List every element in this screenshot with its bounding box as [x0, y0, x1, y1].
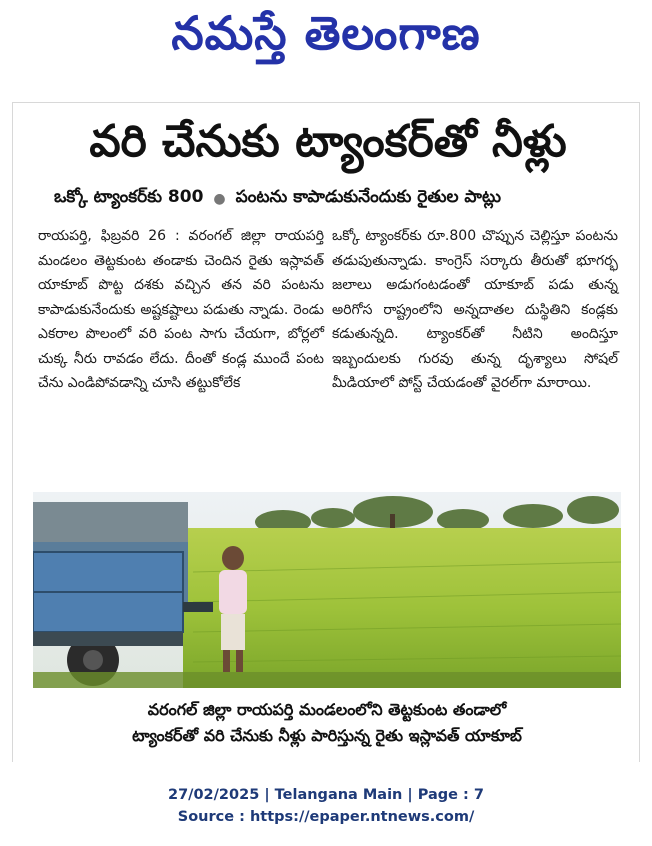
- article-photo: [33, 492, 621, 688]
- subhead-left: ఒక్కో ట్యాంకర్‌కు 800: [54, 187, 204, 207]
- footer-date-page: 27/02/2025 | Telangana Main | Page : 7: [167, 787, 484, 803]
- footer: [0, 784, 652, 828]
- headline: వరి చేనుకు ట్యాంకర్‌తో నీళ్లు: [89, 116, 567, 167]
- newspaper-logo: నమస్తే తెలంగాణ: [171, 6, 481, 60]
- caption-line-2: ట్యాంకర్‌తో వరి చేనుకు నీళ్లు పారిస్తున్న రైతు ఇస్లావత్ యాకూబ్: [132, 726, 522, 745]
- frame-right: [639, 102, 640, 762]
- frame-left: [12, 102, 13, 762]
- footer-source: Source : https://epaper.ntnews.com/: [177, 809, 475, 825]
- subheadline: [54, 186, 614, 212]
- masthead: [0, 0, 652, 78]
- headline-box: [32, 112, 624, 182]
- caption-line-1: వరంగల్ జిల్లా రాయపర్తి మండలంలోని తెట్టకుంట తండాలో: [147, 700, 507, 719]
- subhead-right: పంటను కాపాడుకునేందుకు రైతుల పాట్లు: [235, 187, 501, 207]
- frame-top: [12, 102, 640, 103]
- farmer-tanker-photo: [33, 492, 621, 688]
- body-column-right: ఒక్కో ట్యాంకర్‌కు రూ.800 చొప్పున చెల్లిస్తూ పంటను తడుపుతున్నాడు. కాంగ్రెస్ సర్కారు తీరుతో భూగర్భ జలాలు అడుగంటడంతో యాకూబ్ పడు తున్న అరిగోస రాష్ట్రంలోని అన్నదాతల దుస్థితిని కండ్లకు కడుతున్నది. ట్యాంకర్‌తో నీటిని అందిస్తూ ఇబ్బందులకు గురవు తున్న దృశ్యాలు సోషల్ మీడియాలో పోస్ట్ చేయడంతో వైరల్‌గా మారాయి.: [332, 228, 618, 391]
- photo-caption: [33, 690, 621, 756]
- bullet-separator: ●: [213, 191, 226, 207]
- body-column-left: రాయపర్తి, ఫిబ్రవరి 26 : వరంగల్ జిల్లా రాయపర్తి మండలం తెట్టకుంట తండాకు చెందిన రైతు ఇస్లావత్ యాకూబ్ పొట్ట దశకు వచ్చిన తన వరి పంటను కాపాడుకునేందుకు అష్టకష్టాలు పడుతు న్నాడు. రెండు ఎకరాల పొలంలో వరి పంట సాగు చేయగా, బోర్లలో చుక్క నీరు రావడం లేదు. దీంతో కండ్ల ముందే పంట చేను ఎండిపోవడాన్ని చూసి తట్టుకోలేక: [38, 228, 324, 391]
